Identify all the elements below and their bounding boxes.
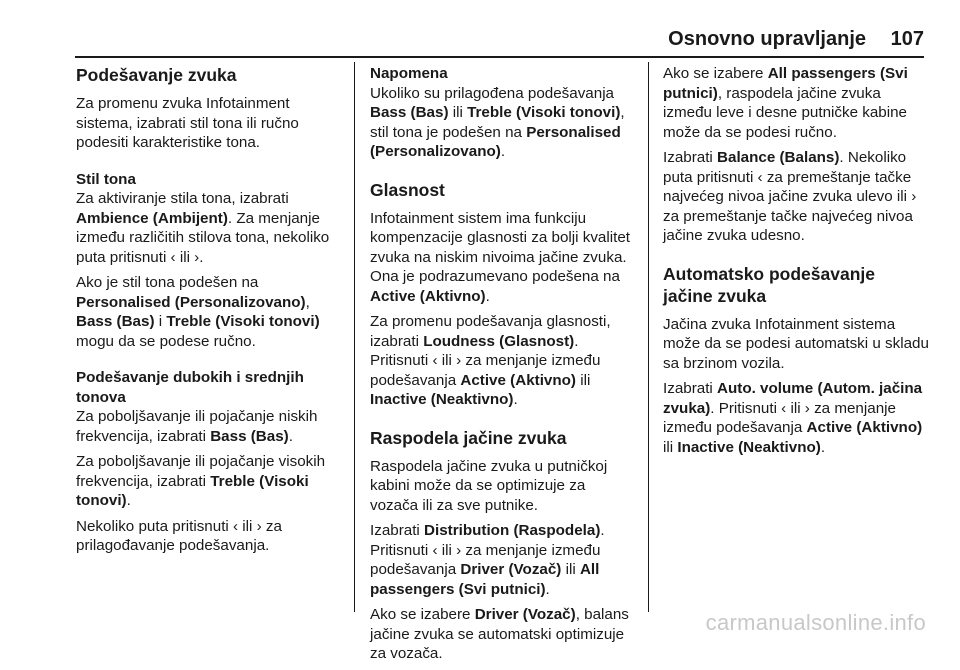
paragraph-dub-1: Za poboljšavanje ili pojačanje niskih frekvencija, izabrati Bass (Bas). [76,408,318,445]
paragraph-auto-1: Jačina zvuka Infotainment sistema može da se podesi automatski u skladu sa brzinom vozila. [663,315,929,372]
page-header [75,26,924,52]
column-3 [663,64,929,463]
paragraph-glasnost-2: Za promenu podešavanja glasnosti, izabrati Loudness (Glasnost). Pritisnuti ‹ ili › za menjanje između podešavanja Active (Aktivno) ili Inactive (Neaktivno). [370,313,611,408]
note-paragraph: Ukoliko su prilagođena podešavanja Bass (Bas) ili Treble (Visoki tonovi), stil tona je podešen na Personalised (Personalizovano). [370,84,625,160]
paragraph-glasnost-1: Infotainment sistem ima funkciju kompenzacije glasnosti za bolji kvalitet zvuka na niskim nivoima jačine zvuka. Ona je podrazumevano podešena na Active (Aktivno). [370,209,631,305]
paragraph-auto-2: Izabrati Auto. volume (Autom. jačina zvuka). Pritisnuti ‹ ili › za menjanje između podešavanja Active (Aktivno) ili Inactive (Neaktivno). [663,380,923,456]
paragraph-raspodela-2: Izabrati Distribution (Raspodela). Pritisnuti ‹ ili › za menjanje između podešavanja Driver (Vozač) ili All passengers (Svi putnici). [370,522,605,598]
note-heading: Napomena [370,65,448,82]
paragraph-stil-2: Ako je stil tona podešen na Personalised (Personalizovano), Bass (Bas) i Treble (Visoki tonovi) mogu da se podese ručno. [76,274,320,350]
column-1 [76,64,346,562]
heading-glasnost: Glasnost [370,179,445,200]
section-title: Osnovno upravljanje [668,28,866,50]
paragraph-dub-2: Za poboljšavanje ili pojačanje visokih frekvencija, izabrati Treble (Visoki tonovi). [76,453,326,509]
paragraph-raspodela-3: Ako se izabere Driver (Vozač), balans jačine zvuka se automatski optimizuje za vozača. [370,606,629,662]
paragraph-dub-3: Nekoliko puta pritisnuti ‹ ili › za prilagođavanje podešavanja. [76,517,282,554]
page-number: 107 [890,28,924,50]
column-2 [370,64,634,670]
intro-paragraph: Za promenu zvuka Infotainment sistema, izabrati stil tona ili ručno podesiti karakteristike tona. [76,95,299,151]
column-divider-1 [354,62,355,612]
paragraph-raspodela-1: Raspodela jačine zvuka u putničkoj kabini može da se optimizuje za vozača ili za sve putnike. [370,457,608,514]
watermark: carmanualsonline.info [705,610,926,635]
heading-automatsko: Automatsko podešavanje jačine zvuka [663,263,875,306]
paragraph-balance: Izabrati Balance (Balans). Nekoliko puta pritisnuti ‹ za premeštanje tačke najvećeg nivoa jačine zvuka ulevo ili › za premeštanje tačke najvećeg nivoa jačine zvuka udesno. [663,149,917,244]
heading-duboki-tonovi: Podešavanje dubokih i srednjih tonova [76,369,304,406]
heading-stil-tona: Stil tona [76,170,136,188]
paragraph-stil-1: Za aktiviranje stila tona, izabrati Ambience (Ambijent). Za menjanje između različitih stilova tona, nekoliko puta pritisnuti ‹ ili ›. [76,190,330,266]
heading-raspodela: Raspodela jačine zvuka [370,427,567,448]
header-rule [75,56,924,58]
heading-podesavanje-zvuka: Podešavanje zvuka [76,65,237,85]
column-divider-2 [648,62,649,612]
paragraph-passengers: Ako se izabere All passengers (Svi putnici), raspodela jačine zvuka između leve i desne putničke kabine može da se podesi ručno. [663,65,908,141]
